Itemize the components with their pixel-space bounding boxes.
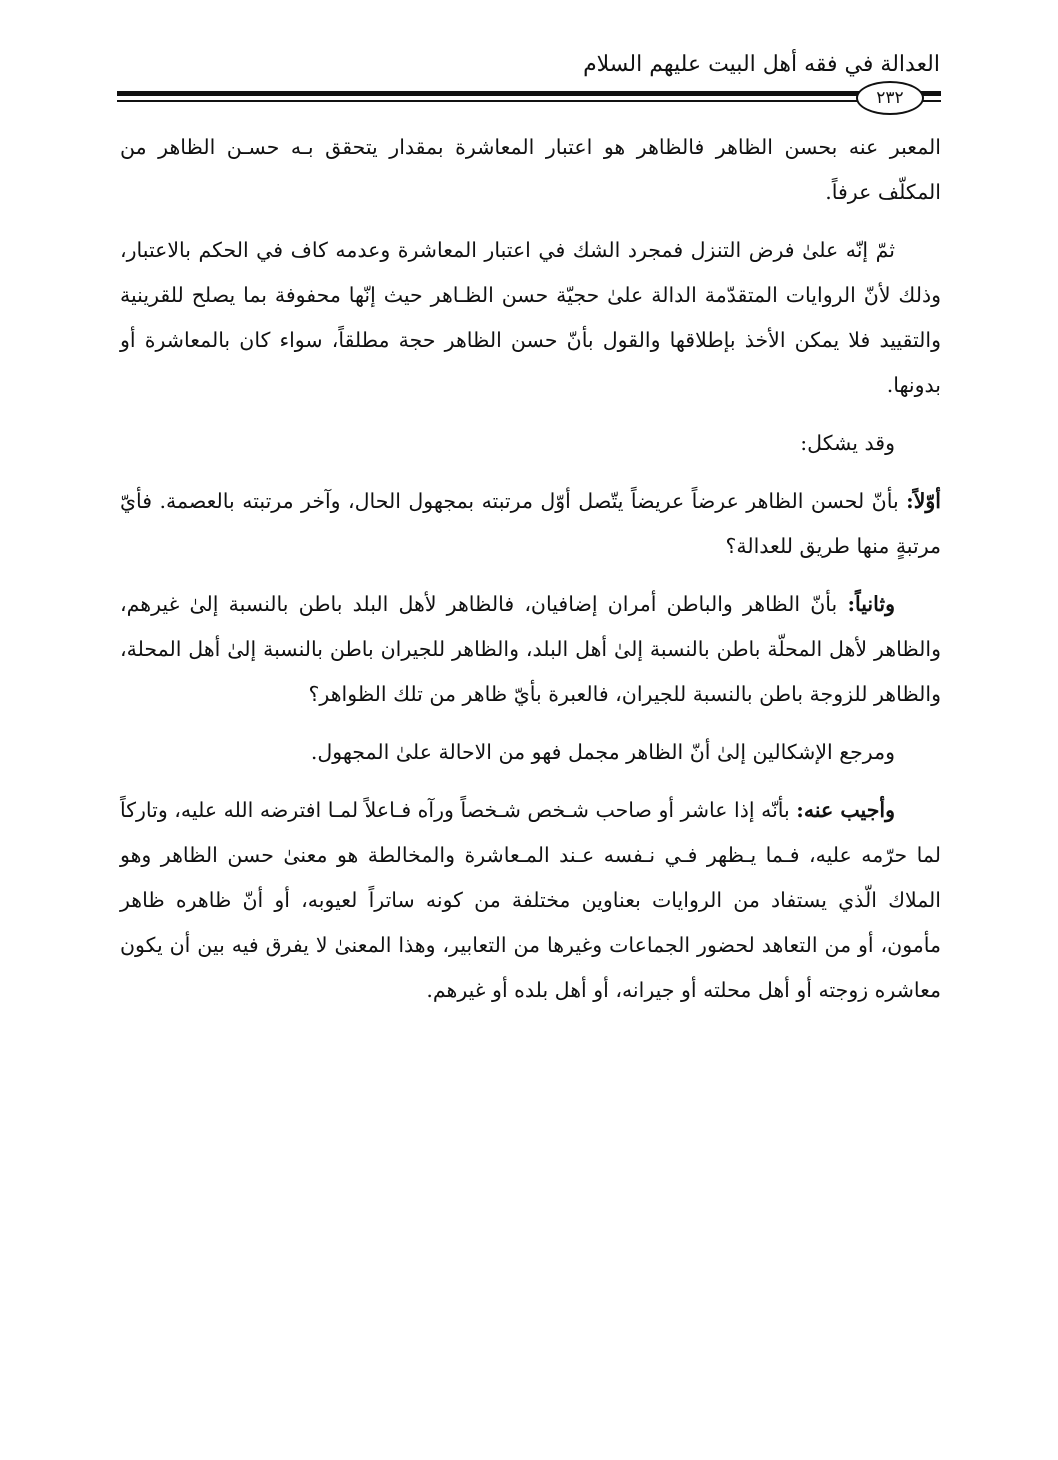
paragraph-4-label: أوّلاً: (906, 489, 941, 513)
running-header-title: العدالة في فقه أهل البيت عليهم السلام (583, 52, 940, 77)
paragraph-4 (120, 479, 941, 569)
paragraph-2: ثمّ إنّه علىٰ فرض التنزل فمجرد الشك في اعتبار المعاشرة وعدمه كاف في الحكم بالاعتبار، وذلك لأنّ الروايات المتقدّمة الدالة علىٰ حجيّة حسن الظـاهر حيث إنّها محفوفة بما يصلح للقرينية والتقييد فلا يمكن الأخذ بإطلاقها والقول بأنّ حسن الظاهر حجة مطلقاً، سواء كان بالمعاشرة أو بدونها. (120, 238, 941, 397)
paragraph-1: المعبر عنه بحسن الظاهر فالظاهر هو اعتبار المعاشرة بمقدار يتحقق بـه حسـن الظاهر من المكلّف عرفاً. (120, 135, 941, 204)
paragraph-5-text: بأنّ الظاهر والباطن أمران إضافيان، فالظاهر لأهل البلد باطن بالنسبة إلىٰ غيرهم، والظاهر لأهل المحلّة باطن بالنسبة إلىٰ أهل البلد، والظاهر للجيران باطن بالنسبة إلىٰ أهل المحلة، والظاهر للزوجة باطن بالنسبة للجيران، فالعبرة بأيّ ظاهر من تلك الظواهر؟ (120, 592, 941, 706)
paragraph-3: وقد يشكل: (800, 431, 895, 455)
paragraph-7-text: بأنّه إذا عاشر أو صاحب شـخص شـخصاً ورآه فـاعلاً لمـا افترضه الله عليه، وتاركاً لما حرّمه عليه، فـما يـظهر فـي نـفسه عـند المـعاشرة والمخالطة هو معنىٰ حسن الظاهر وهو الملاك الّذي يستفاد من الروايات بعناوين مختلفة من كونه ساتراً لعيوبه، أو أنّ ظاهره ظاهر مأمون، أو من التعاهد لحضور الجماعات وغيرها من التعابير، وهذا المعنىٰ لا يفرق فيه بين أن يكون معاشره زوجته أو أهل محلته أو جيرانه، أو أهل بلده أو غيرهم. (120, 798, 941, 1002)
paragraph-5-label: وثانياً: (847, 592, 895, 616)
paragraph-7-label: وأجيب عنه: (796, 798, 895, 822)
paragraph-4-text: بأنّ لحسن الظاهر عرضاً عريضاً يتّصل أوّل مرتبته بمجهول الحال، وآخر مرتبته بالعصمة. فأيّ مرتبةٍ منها طريق للعدالة؟ (120, 489, 941, 558)
header-rule-thin (117, 100, 941, 102)
paragraph-6: ومرجع الإشكالين إلىٰ أنّ الظاهر مجمل فهو من الاحالة علىٰ المجهول. (310, 740, 895, 764)
page-number-badge: ٢٣٢ (856, 81, 924, 115)
paragraph-7 (120, 788, 941, 1013)
paragraph-5 (120, 582, 941, 717)
header-rule-thick (117, 91, 941, 96)
main-text (120, 125, 941, 1013)
